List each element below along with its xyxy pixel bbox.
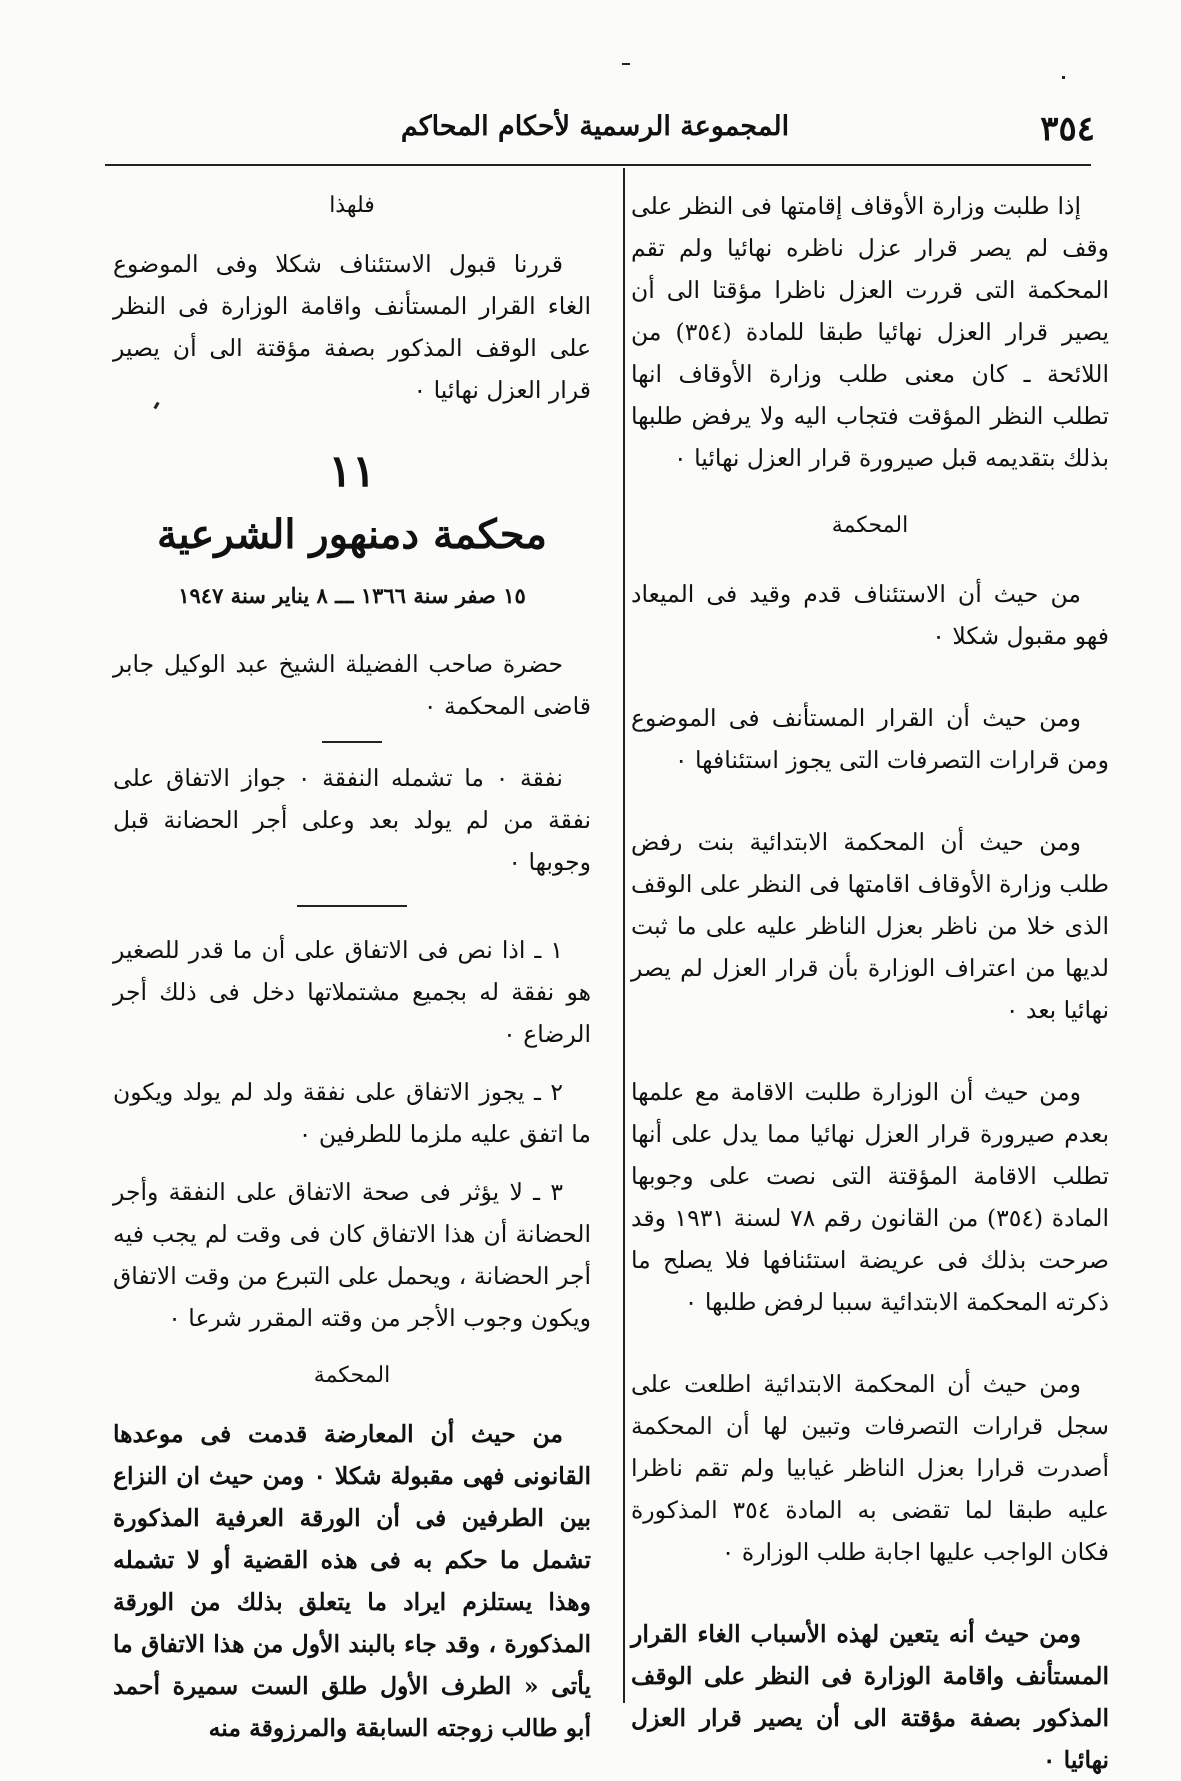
court-heading: المحكمة — [313, 1363, 391, 1388]
principle: ٢ ـ يجوز الاتفاق على نفقة ولد لم يولد ويكون ما اتفق عليه ملزما للطرفين ٠ — [113, 1078, 591, 1148]
section-divider — [322, 741, 382, 743]
section-divider — [297, 905, 407, 907]
reasoning-paragraph: من حيث أن الاستئناف قدم وقيد فى الميعاد فهو مقبول شكلا ٠ — [631, 580, 1109, 650]
reasoning-paragraph: ومن حيث أن المحكمة الابتدائية اطلعت على سجل قرارات التصرفات وتبين لها أن المحكمة أصدرت قرارا بعزل الناظر غيابيا ولم تقم ناظرا عليه طبقا لما تقضى به المادة ٣٥٤ المذكورة فكان الواجب عليها اجابة طلب الوزارة ٠ — [631, 1370, 1109, 1566]
reasoning-paragraph: ومن حيث أنه يتعين لهذه الأسباب الغاء القرار المستأنف واقامة الوزارة فى النظر على الوقف المذكور بصفة مؤقتة الى أن يصير قرار العزل نهائيا ٠ — [631, 1620, 1109, 1774]
case-number: ١١ — [328, 446, 376, 497]
court-name: محكمة دمنهور الشرعية — [157, 511, 547, 558]
principle: ١ ـ اذا نص فى الاتفاق على أن ما قدر للصغير هو نفقة له بجميع مشتملاتها دخل فى ذلك أجر الرضاع ٠ — [113, 936, 591, 1048]
column-divider — [623, 168, 625, 1703]
reasoning-paragraph: ومن حيث أن القرار المستأنف فى الموضوع ومن قرارات التصرفات التى يجوز استئنافها ٠ — [631, 704, 1109, 774]
case-summary: إذا طلبت وزارة الأوقاف إقامتها فى النظر على وقف لم يصر قرار عزل ناظره نهائيا ولم تقم المحكمة التى قررت العزل ناظرا مؤقتا الى أن يصير قرار العزل نهائيا طبقا للمادة (٣٥٤) من اللائحة ـ كان معنى طلب وزارة الأوقاف انها تطلب النظر المؤقت فتجاب اليه ولا يرفض طلبها بذلك بتقديمه قبل صيرورة قرار العزل نهائيا ٠ — [631, 192, 1109, 472]
page-header — [95, 105, 1095, 155]
ruling-text: قررنا قبول الاستئناف شكلا وفى الموضوع الغاء القرار المستأنف واقامة الوزارة فى النظر على الوقف المذكور بصفة مؤقتة الى أن يصير قرار العزل نهائيا ٠ — [113, 250, 591, 404]
court-heading: المحكمة — [831, 513, 909, 538]
print-speck — [622, 63, 630, 65]
keywords: نفقة ٠ ما تشمله النفقة ٠ جواز الاتفاق على نفقة من لم يولد بعد وعلى أجر الحضانة قبل وجوبها ٠ — [113, 764, 591, 876]
reasoning-paragraph: ومن حيث أن المحكمة الابتدائية بنت رفض طلب وزارة الأوقاف اقامتها فى النظر على الوقف الذى خلا من ناظر بعزل الناظر عليه على ما ثبت لديها من اعتراف الوزارة بأن قرار العزل لم يصر نهائيا بعد ٠ — [631, 828, 1109, 1024]
ruling-heading: فلهذا — [329, 193, 375, 218]
decision-date: ١٥ صفر سنة ١٣٦٦ ـــ ٨ يناير سنة ١٩٤٧ — [178, 583, 526, 608]
print-speck — [1062, 76, 1065, 79]
header-rule — [105, 164, 1091, 166]
page-number: ٣٥٤ — [1040, 109, 1095, 149]
right-column — [631, 185, 1109, 1781]
principle: ٣ ـ لا يؤثر فى صحة الاتفاق على النفقة وأجر الحضانة أن هذا الاتفاق كان فى وقت لم يجب فيه أجر الحضانة ، ويحمل على التبرع من وقت الاتفاق ويكون وجوب الأجر من وقته المقرر شرعا ٠ — [113, 1178, 591, 1332]
left-column — [113, 185, 591, 1749]
reasoning-paragraph: ومن حيث أن الوزارة طلبت الاقامة مع علمها بعدم صيرورة قرار العزل نهائيا مما يدل على أنها تطلب الاقامة المؤقتة التى نصت على وجوبها المادة (٣٥٤) من القانون رقم ٧٨ لسنة ١٩٣١ وقد صرحت بذلك فى عريضة استئنافها فلا يصلح ما ذكرته المحكمة الابتدائية سببا لرفض طلبها ٠ — [631, 1078, 1109, 1316]
reasoning-text: من حيث أن المعارضة قدمت فى موعدها القانونى فهى مقبولة شكلا ٠ ومن حيث ان النزاع بين الطرفين فى أن الورقة العرفية المذكورة تشمل ما حكم به فى هذه القضية أو لا تشمله وهذا يستلزم ايراد ما يتعلق بذلك من الورقة المذكورة ، وقد جاء بالبند الأول من هذا الاتفاق ما يأتى « الطرف الأول طلق الست سميرة أحمد أبو طالب زوجته السابقة والمرزوقة منه — [113, 1420, 591, 1742]
running-title: المجموعة الرسمية لأحكام المحاكم — [400, 111, 790, 142]
judge-line: حضرة صاحب الفضيلة الشيخ عبد الوكيل جابر قاضى المحكمة ٠ — [113, 650, 591, 720]
